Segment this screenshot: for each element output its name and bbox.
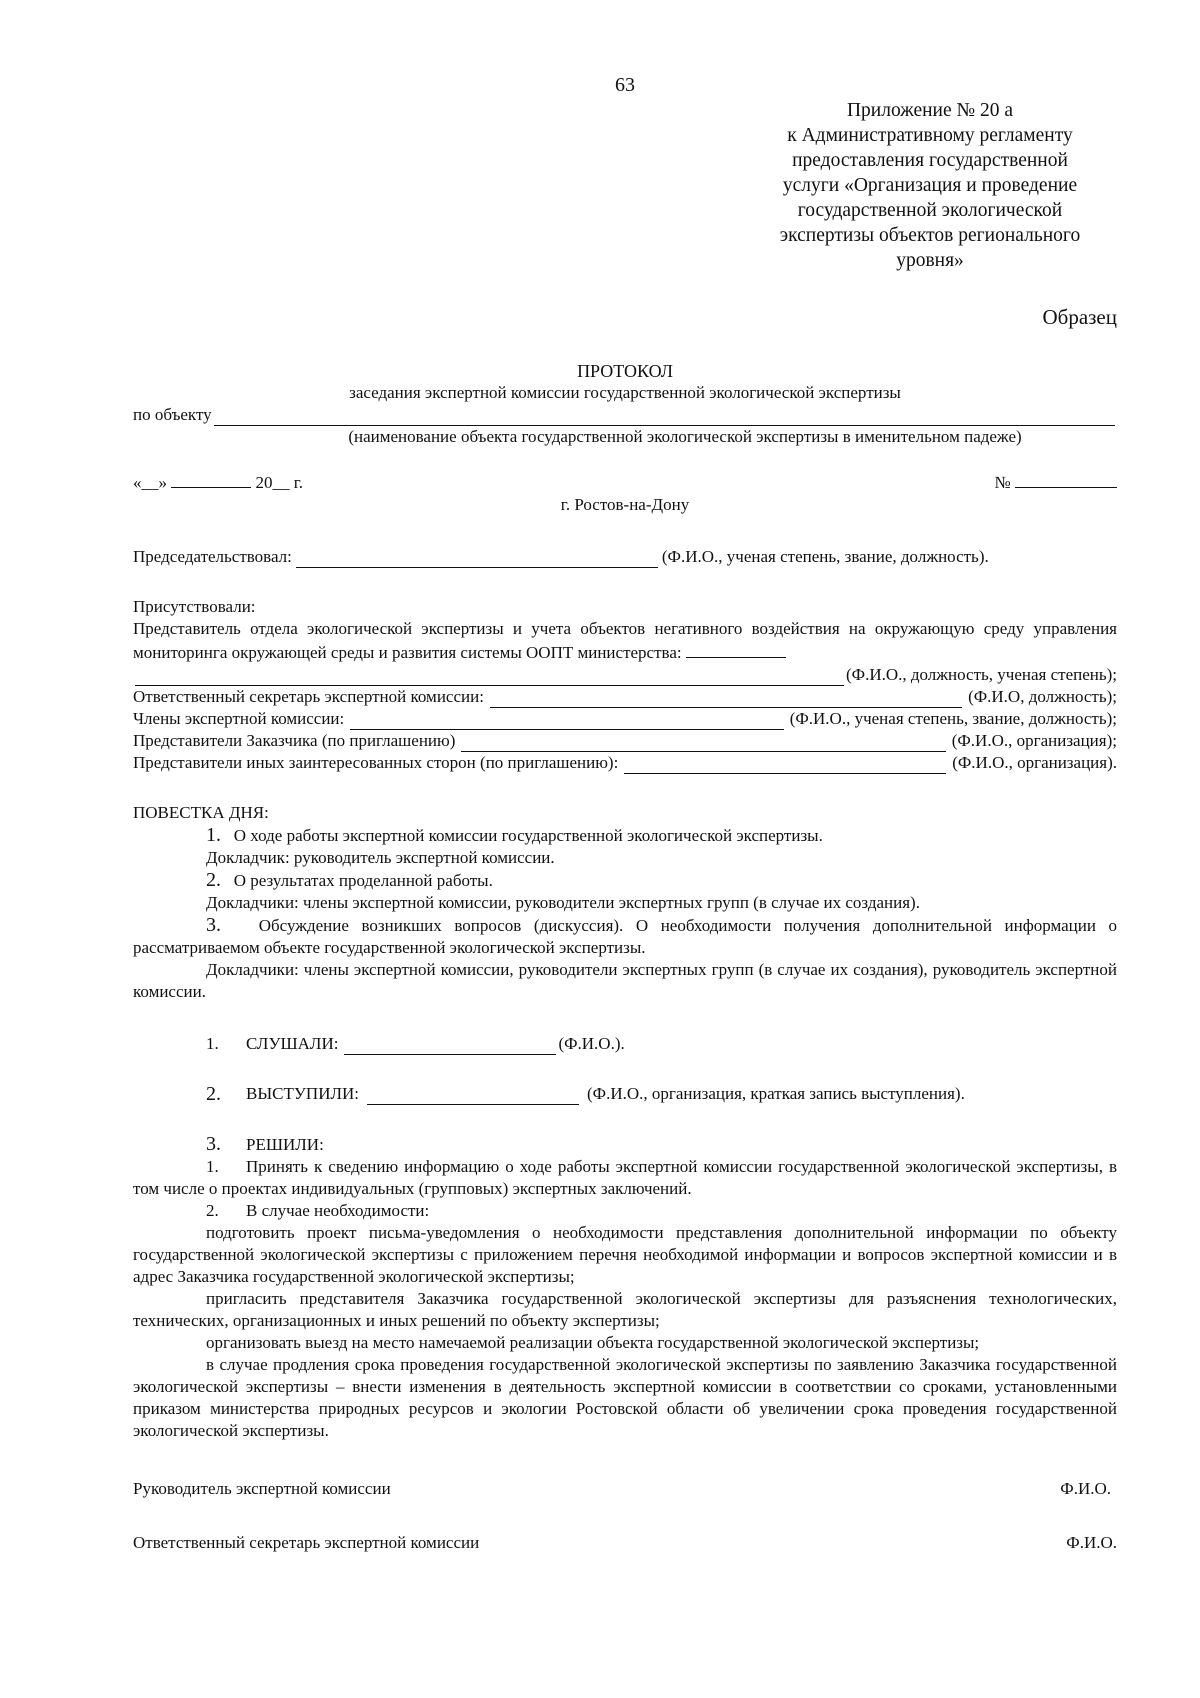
- agenda-item-2-reporter: Докладчики: члены экспертной комиссии, руководители экспертных групп (в случае их создания).: [206, 893, 920, 912]
- members-row: [133, 708, 1117, 730]
- appendix-line: уровня»: [896, 250, 964, 271]
- decided-bullet-4: в случае продления срока проведения государственной экологической экспертизы по заявлению Заказчика государственной экологической экспертизы – внести изменения в деятельность экспертной комиссии в соответствии со сроками, установленными приказом министерства природных ресурсов и экологии Ростовской области об увеличении срока проведения государственной экологической экспертизы.: [133, 1355, 1117, 1440]
- decided-point-number: 2.: [206, 1201, 219, 1220]
- object-row: [133, 404, 1117, 426]
- agenda-item-number: 3.: [206, 914, 221, 936]
- signature-secretary-label: Ответственный секретарь экспертной комиссии: [133, 1533, 480, 1552]
- agenda-item-text: О ходе работы экспертной комиссии государственной экологической экспертизы.: [233, 826, 823, 845]
- date-quote-close: »: [158, 473, 167, 492]
- decided-bullet-2: пригласить представителя Заказчика государственной экологической экспертизы для разъяснения технологических, технических, организационных и иных решений по объекту экспертизы;: [133, 1289, 1117, 1330]
- others-row: [133, 752, 1117, 774]
- city: г. Ростов-на-Дону: [560, 495, 690, 514]
- appendix-block: [744, 98, 1116, 273]
- signature-head: [133, 1478, 1117, 1500]
- spoke-field[interactable]: [367, 1087, 579, 1105]
- decided-bullet-1: подготовить проект письма-уведомления о необходимости представления дополнительной информации по объекту государственной экологической экспертизы с приложением перечня необходимой информации и вопросов экспертной комиссии и в адрес Заказчика государственной экологической экспертизы;: [133, 1223, 1117, 1286]
- chairman-field[interactable]: [296, 550, 658, 568]
- decided-point-number: 1.: [206, 1157, 219, 1176]
- others-label: Представители иных заинтересованных сторон (по приглашению):: [133, 753, 619, 772]
- rep-dept-field-2[interactable]: [135, 668, 844, 686]
- appendix-line: к Административному регламенту: [787, 125, 1073, 146]
- agenda-item-1-reporter: Докладчик: руководитель экспертной комиссии.: [206, 848, 555, 867]
- signature-head-label: Руководитель экспертной комиссии: [133, 1479, 391, 1498]
- signature-secretary-fio: Ф.И.О.: [1066, 1533, 1117, 1552]
- secretary-field[interactable]: [490, 690, 962, 708]
- date-month-field[interactable]: [171, 470, 251, 488]
- chairman-row: [133, 546, 1117, 568]
- rep-dept-row: [133, 664, 1117, 686]
- customer-hint: (Ф.И.О., организация);: [951, 731, 1117, 750]
- customer-field[interactable]: [461, 734, 945, 752]
- heard-hint: (Ф.И.О.).: [558, 1034, 625, 1053]
- page-number: 63: [615, 74, 635, 96]
- heard-number: 1.: [206, 1034, 219, 1053]
- agenda-item-text: О результатах проделанной работы.: [233, 871, 493, 890]
- appendix-line: Приложение № 20 а: [846, 100, 1014, 121]
- sample-label: Образец: [1042, 305, 1117, 329]
- object-field[interactable]: [214, 408, 1115, 426]
- decided-point-text: Принять к сведению информацию о ходе работы экспертной комиссии государственной экологической экспертизы, в том числе о проектах индивидуальных (групповых) экспертных заключений.: [133, 1157, 1117, 1198]
- appendix-line: экспертизы объектов регионального: [779, 225, 1081, 246]
- secretary-row: [133, 686, 1117, 708]
- rep-dept-hint: (Ф.И.О., должность, ученая степень);: [845, 665, 1117, 684]
- heard-field[interactable]: [344, 1037, 556, 1055]
- others-hint: (Ф.И.О., организация).: [952, 753, 1117, 772]
- decided-point-1: [133, 1156, 1117, 1200]
- object-label: по объекту: [133, 405, 212, 424]
- others-field[interactable]: [624, 756, 946, 774]
- decided-point-2: [133, 1200, 1117, 1222]
- agenda-item-2: [133, 869, 1117, 892]
- number-label: №: [994, 473, 1011, 492]
- object-hint: (наименование объекта государственной экологической экспертизы в именительном падеже): [348, 427, 1022, 446]
- protocol-number: [995, 470, 1117, 494]
- secretary-hint: (Ф.И.О, должность);: [968, 687, 1117, 706]
- customer-row: [133, 730, 1117, 752]
- customer-label: Представители Заказчика (по приглашению): [133, 731, 456, 750]
- signature-head-fio: Ф.И.О.: [1060, 1479, 1111, 1498]
- spoke-hint: (Ф.И.О., организация, краткая запись выступления).: [587, 1084, 965, 1103]
- agenda-item-number: 1.: [206, 824, 221, 846]
- protocol-subtitle: заседания экспертной комиссии государственной экологической экспертизы: [349, 383, 901, 402]
- agenda-item-number: 2.: [206, 869, 221, 891]
- spoke-row: [133, 1083, 1117, 1105]
- date-quote-open: «: [133, 473, 142, 492]
- rep-dept-label: Представитель отдела экологической экспертизы и учета объектов негативного воздействия на окружающую среду управления мониторинга окружающей среды и развития системы ООПТ министерства:: [133, 619, 1117, 662]
- decided-point-text: В случае необходимости:: [246, 1201, 430, 1220]
- decided-bullet-3: организовать выезд на место намечаемой реализации объекта государственной экологической экспертизы;: [206, 1333, 980, 1352]
- protocol-body: [133, 360, 1117, 1554]
- present-label: Присутствовали:: [133, 597, 256, 616]
- appendix-line: государственной экологической: [797, 200, 1063, 221]
- decided-label: РЕШИЛИ:: [246, 1135, 324, 1154]
- members-field[interactable]: [350, 712, 783, 730]
- agenda-item-1: [133, 824, 1117, 847]
- signature-secretary: [133, 1532, 1117, 1554]
- heard-label: СЛУШАЛИ:: [246, 1034, 339, 1053]
- decided-number: 3.: [206, 1133, 221, 1155]
- date-year-prefix: 20: [255, 473, 273, 492]
- rep-dept-field-1[interactable]: [686, 640, 786, 658]
- date-day-blank: __: [141, 473, 159, 492]
- date-suffix: г.: [289, 473, 304, 492]
- date-year-blank: __: [272, 473, 290, 492]
- spoke-label: ВЫСТУПИЛИ:: [246, 1084, 360, 1103]
- appendix-line: предоставления государственной: [792, 150, 1068, 171]
- chairman-hint: (Ф.И.О., ученая степень, звание, должность).: [661, 547, 989, 566]
- members-hint: (Ф.И.О., ученая степень, звание, должность);: [789, 709, 1117, 728]
- date-number-row: [133, 470, 1117, 494]
- agenda-item-text: Обсуждение возникших вопросов (дискуссия). О необходимости получения дополнительной информации о рассматриваемом объекте государственной экологической экспертизы.: [133, 916, 1118, 957]
- decided-heading: [133, 1133, 1117, 1156]
- protocol-title: ПРОТОКОЛ: [577, 361, 673, 381]
- secretary-label: Ответственный секретарь экспертной комиссии:: [133, 687, 484, 706]
- agenda-heading: ПОВЕСТКА ДНЯ:: [133, 803, 269, 822]
- chairman-label: Председательствовал:: [133, 547, 292, 566]
- rep-dept-text: [133, 618, 1117, 664]
- appendix-line: услуги «Организация и проведение: [782, 175, 1078, 196]
- agenda-item-3: [133, 914, 1117, 959]
- agenda-item-3-reporter: Докладчики: члены экспертной комиссии, руководители экспертных групп (в случае их создания), руководитель экспертной комиссии.: [133, 960, 1117, 1001]
- spoke-number: 2.: [206, 1083, 221, 1105]
- heard-row: [133, 1033, 1117, 1055]
- members-label: Члены экспертной комиссии:: [133, 709, 345, 728]
- date-field[interactable]: [133, 470, 303, 494]
- protocol-number-field[interactable]: [1015, 470, 1117, 488]
